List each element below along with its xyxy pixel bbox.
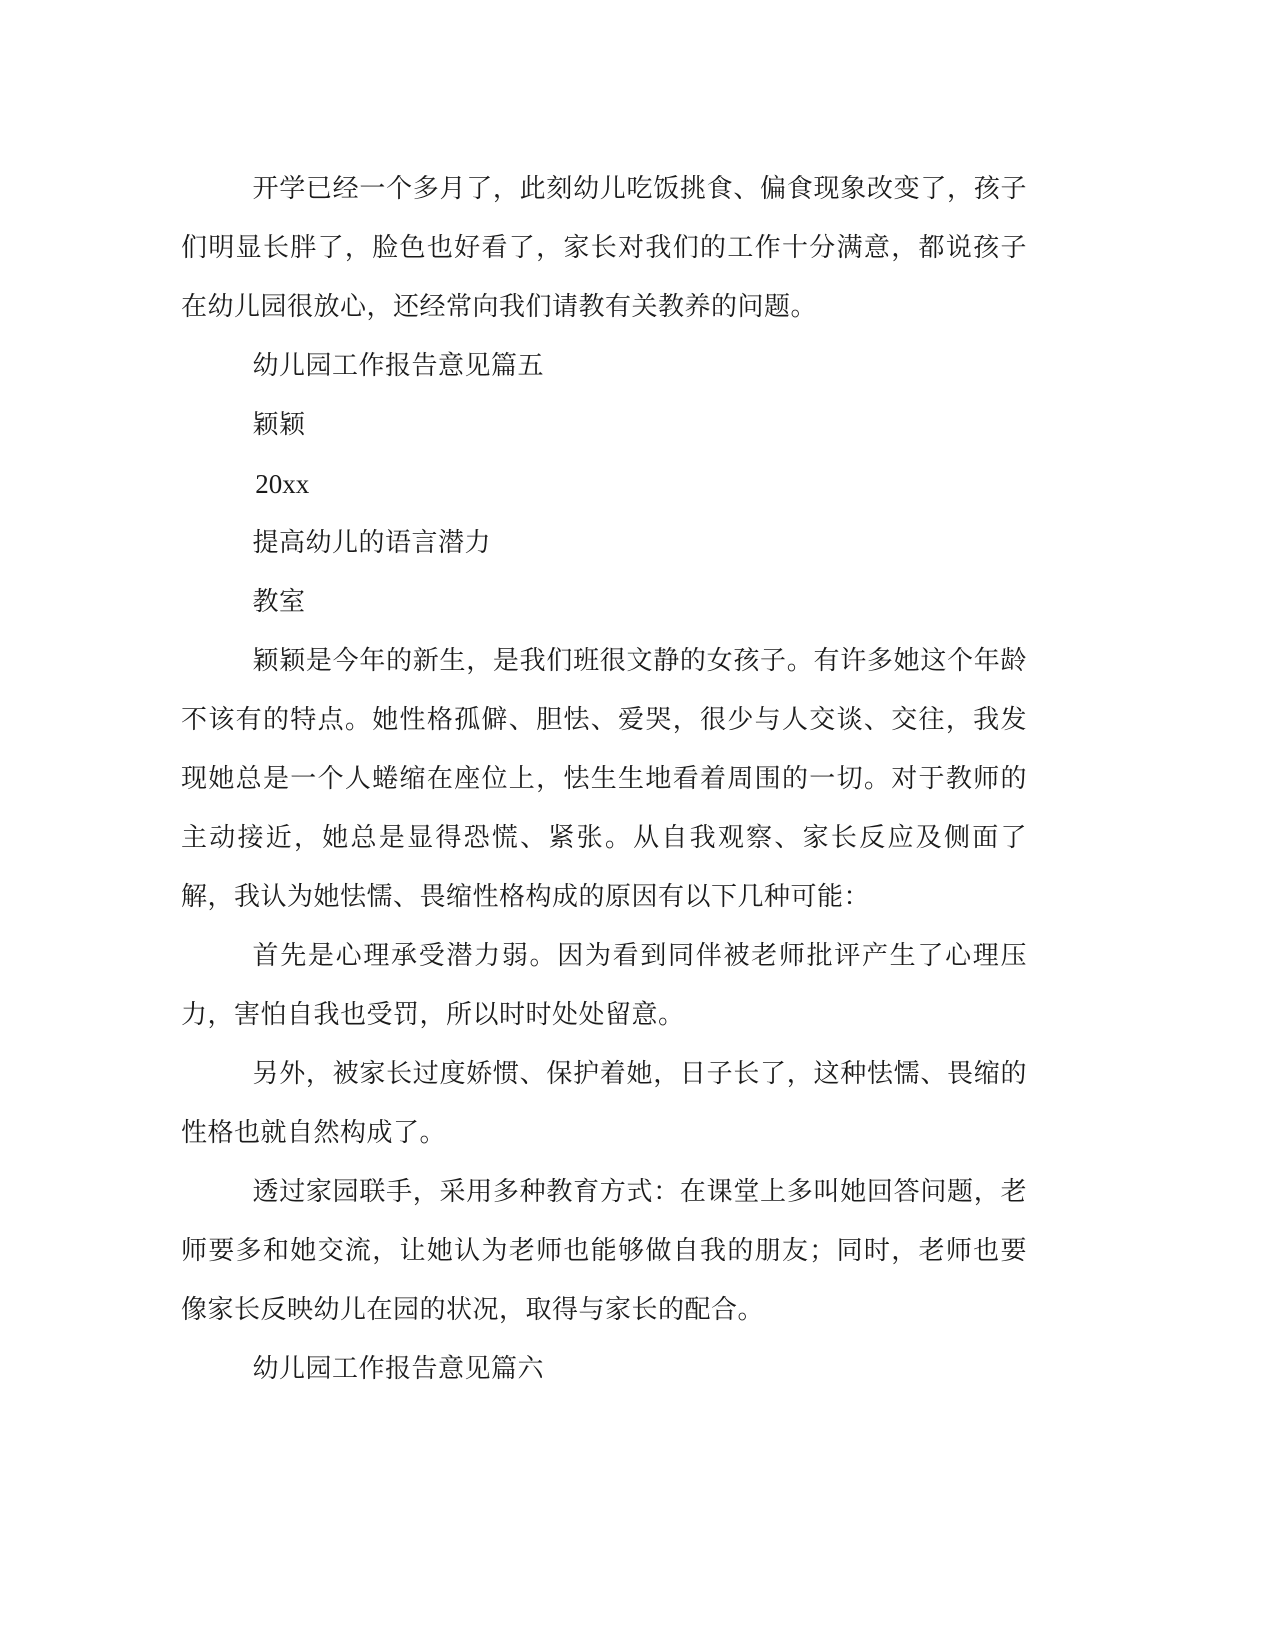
section-heading-part-six: 幼儿园工作报告意见篇六 — [252, 1354, 545, 1384]
goal: 提高幼儿的语言潜力 — [252, 528, 492, 558]
document-body — [181, 160, 1027, 1399]
location: 教室 — [252, 587, 306, 617]
paragraph-case-description: 颖颖是今年的新生，是我们班很文静的女孩子。有许多她这个年龄不该有的特点。她性格孤僻、胆怯、爱哭，很少与人交谈、交往，我发现她总是一个人蜷缩在座位上，怯生生地看着周围的一切。对于教师的主动接近，她总是显得恐慌、紧张。从自我观察、家长反应及侧面了解，我认为她怯懦、畏缩性格构成的原因有以下几种可能： — [181, 646, 1027, 912]
year: 20xx — [255, 469, 310, 499]
section-heading-part-five: 幼儿园工作报告意见篇五 — [252, 351, 545, 381]
paragraph-cause-one: 首先是心理承受潜力弱。因为看到同伴被老师批评产生了心理压力，害怕自我也受罚，所以时时处处留意。 — [181, 941, 1027, 1030]
paragraph-measures: 透过家园联手，采用多种教育方式：在课堂上多叫她回答问题，老师要多和她交流，让她认为老师也能够做自我的朋友；同时，老师也要像家长反映幼儿在园的状况，取得与家长的配合。 — [181, 1177, 1027, 1325]
paragraph-cause-two: 另外，被家长过度娇惯、保护着她，日子长了，这种怯懦、畏缩的性格也就自然构成了。 — [181, 1059, 1027, 1148]
paragraph-opening: 开学已经一个多月了，此刻幼儿吃饭挑食、偏食现象改变了，孩子们明显长胖了，脸色也好看了，家长对我们的工作十分满意，都说孩子在幼儿园很放心，还经常向我们请教有关教养的问题。 — [181, 174, 1027, 322]
child-name: 颖颖 — [252, 410, 306, 440]
